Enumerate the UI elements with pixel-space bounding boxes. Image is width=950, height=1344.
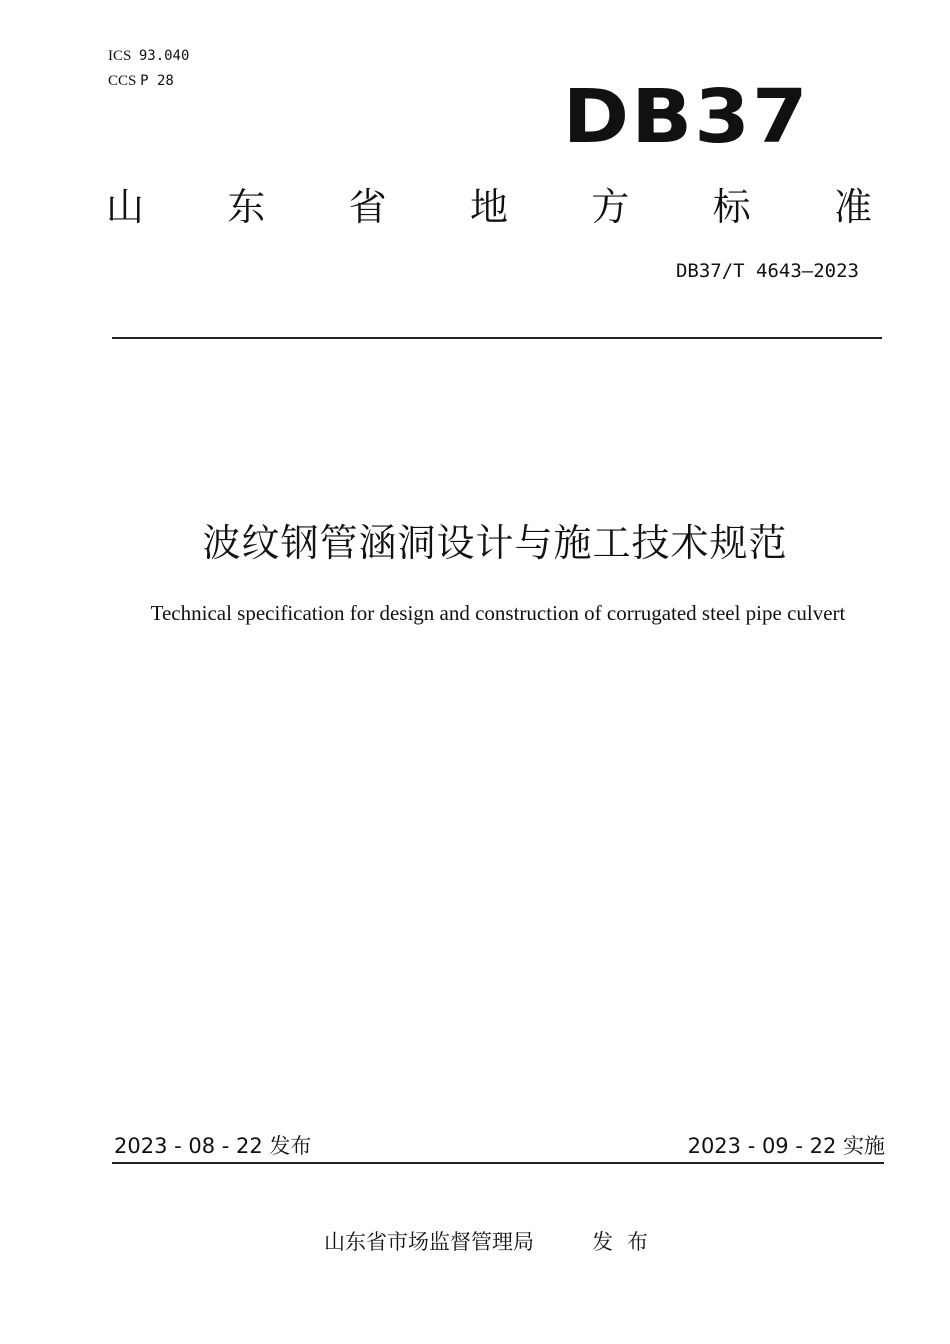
standard-type-heading (106, 182, 872, 232)
standard-type-char: 山 (106, 185, 145, 229)
header-divider (112, 337, 882, 339)
standard-type-char: 标 (712, 185, 751, 229)
standard-type-char: 地 (469, 185, 508, 229)
standard-type-char: 省 (348, 185, 387, 229)
standard-type-char: 东 (227, 185, 266, 229)
footer-divider (112, 1162, 884, 1164)
ccs-label: CCS (108, 73, 137, 89)
ccs-line (108, 69, 189, 94)
standard-type-char: 准 (833, 185, 872, 229)
document-title-chinese: 波纹钢管涵洞设计与施工技术规范 (202, 521, 788, 565)
publish-label: 发布 (592, 1230, 662, 1254)
ics-label: ICS (108, 48, 132, 64)
ccs-code: P 28 (140, 73, 174, 89)
ics-code: 93.040 (138, 48, 190, 64)
issue-date: 2023 - 08 - 22 发布 (114, 1134, 312, 1158)
standard-type-char: 方 (591, 185, 630, 229)
ics-line (108, 44, 189, 69)
document-title-english: Technical specification for design and construction of corrugated steel pipe culvert (150, 601, 846, 625)
publisher-name: 山东省市场监督管理局 (324, 1230, 534, 1254)
implementation-date: 2023 - 09 - 22 实施 (687, 1134, 885, 1158)
classification-codes (108, 44, 189, 94)
standard-logo: DB37 (562, 74, 810, 160)
standard-number: DB37/T 4643—2023 (675, 260, 859, 282)
